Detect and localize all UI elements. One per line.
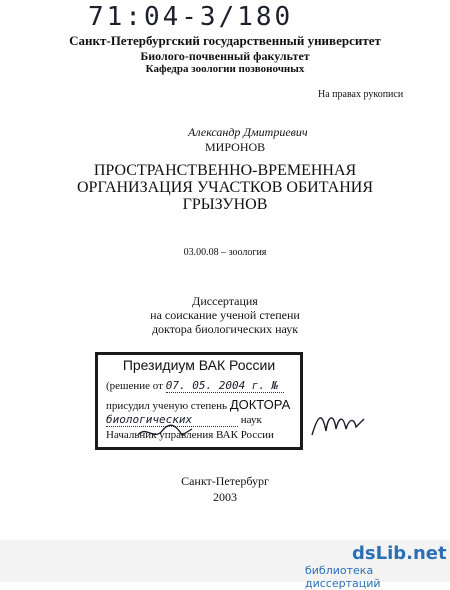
- stamp-decision-value: 07. 05. 2004 г. №: [166, 379, 284, 393]
- handwritten-catalog-number: 71:04-3/180: [88, 2, 294, 32]
- title-line-3: ГРЫЗУНОВ: [182, 196, 268, 213]
- degree-line-1: Диссертация: [192, 294, 258, 308]
- stamp-head-label: Начальник управления ВАК России: [106, 429, 274, 441]
- author-name: Александр Дмитриевич: [188, 125, 308, 139]
- handwritten-signature: [308, 405, 368, 445]
- city: Санкт-Петербург: [181, 474, 269, 488]
- university-name: Санкт-Петербургский государственный университет: [69, 33, 381, 48]
- specialty-code: 03.00.08 – зоология: [183, 247, 267, 258]
- title-line-2: ОРГАНИЗАЦИЯ УЧАСТКОВ ОБИТАНИЯ: [76, 179, 373, 196]
- year: 2003: [213, 490, 237, 504]
- stamp-degree-row: [106, 397, 290, 412]
- vak-stamp: [95, 352, 303, 450]
- stamp-degree-label: присудил ученую степень: [106, 400, 228, 412]
- degree-block: [0, 294, 450, 336]
- stamp-degree-value: ДОКТОРА: [229, 397, 291, 412]
- degree-line-2: на соискание ученой степени: [150, 308, 300, 322]
- title-line-1: ПРОСТРАНСТВЕННО-ВРЕМЕННАЯ: [93, 162, 357, 179]
- rights-note: На правах рукописи: [318, 89, 404, 100]
- faculty-name: Биолого-почвенный факультет: [140, 49, 310, 63]
- author-surname: МИРОНОВ: [205, 140, 266, 154]
- stamp-science-label: наук: [240, 414, 262, 426]
- dissertation-title: [0, 162, 450, 213]
- watermark-logo[interactable]: dsLib.net: [352, 543, 447, 564]
- stamp-decision-row: [106, 379, 284, 393]
- stamp-decision-label: (решение от: [106, 380, 163, 392]
- stamp-science-value: биологических: [106, 413, 238, 427]
- degree-line-3: доктора биологических наук: [151, 322, 299, 336]
- watermark-subtitle: библиотека диссертаций: [305, 564, 381, 590]
- stamp-title: Президиум ВАК России: [122, 357, 276, 373]
- department-name: Кафедра зоологии позвоночных: [145, 63, 305, 75]
- stamp-signature: [136, 421, 196, 443]
